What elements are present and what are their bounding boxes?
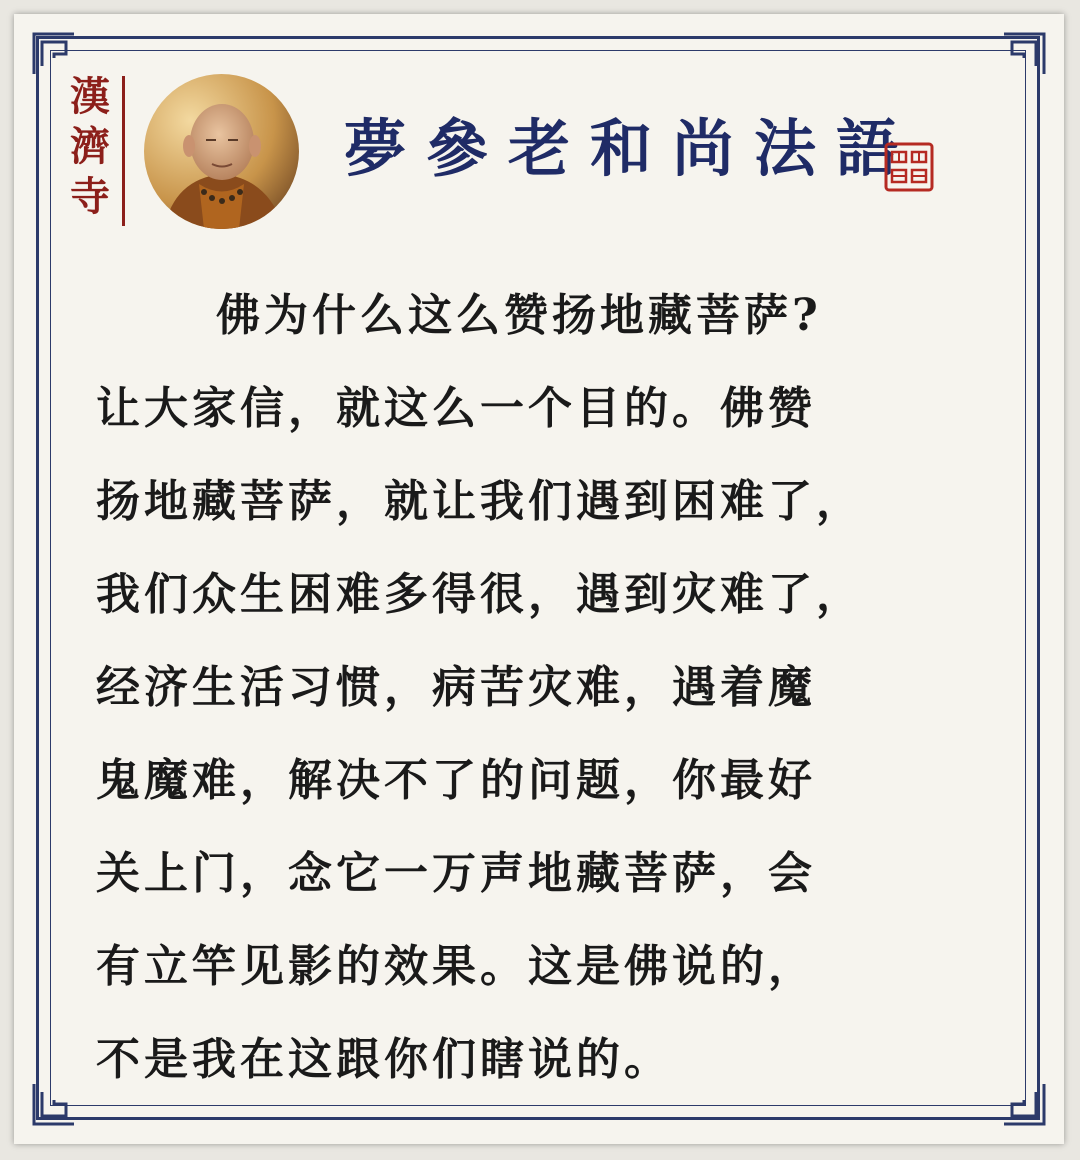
corner-ornament-icon [1002, 32, 1046, 76]
text-line: 不是我在这跟你们瞎说的。 [96, 1034, 672, 1085]
dharma-text [96, 269, 996, 1106]
corner-ornament-icon [32, 1082, 76, 1126]
text-line: 我们众生困难多得很，遇到灾难了， [96, 569, 864, 620]
text-line: 有立竿见影的效果。这是佛说的， [96, 941, 816, 992]
text-line: 佛为什么这么赞扬地藏菩萨? [216, 290, 822, 341]
text-line: 经济生活习惯，病苦灾难，遇着魔 [96, 662, 816, 713]
text-line: 扬地藏菩萨，就让我们遇到困难了， [96, 476, 864, 527]
text-line: 让大家信，就这么一个目的。佛赞 [96, 383, 816, 434]
corner-ornament-icon [32, 32, 76, 76]
divider [122, 76, 125, 226]
monk-portrait-icon [144, 74, 299, 229]
text-line: 关上门，念它一万声地藏菩萨，会 [96, 848, 816, 899]
card [14, 14, 1064, 1144]
temple-name [66, 72, 114, 222]
text-line: 鬼魔难，解决不了的问题，你最好 [96, 755, 816, 806]
temple-char: 漢 [70, 73, 110, 120]
page-title: 夢參老和尚法語 [344, 112, 919, 185]
corner-ornament-icon [1002, 1082, 1046, 1126]
temple-char: 寺 [70, 173, 110, 220]
red-seal-icon [884, 142, 934, 192]
temple-char: 濟 [70, 123, 110, 170]
